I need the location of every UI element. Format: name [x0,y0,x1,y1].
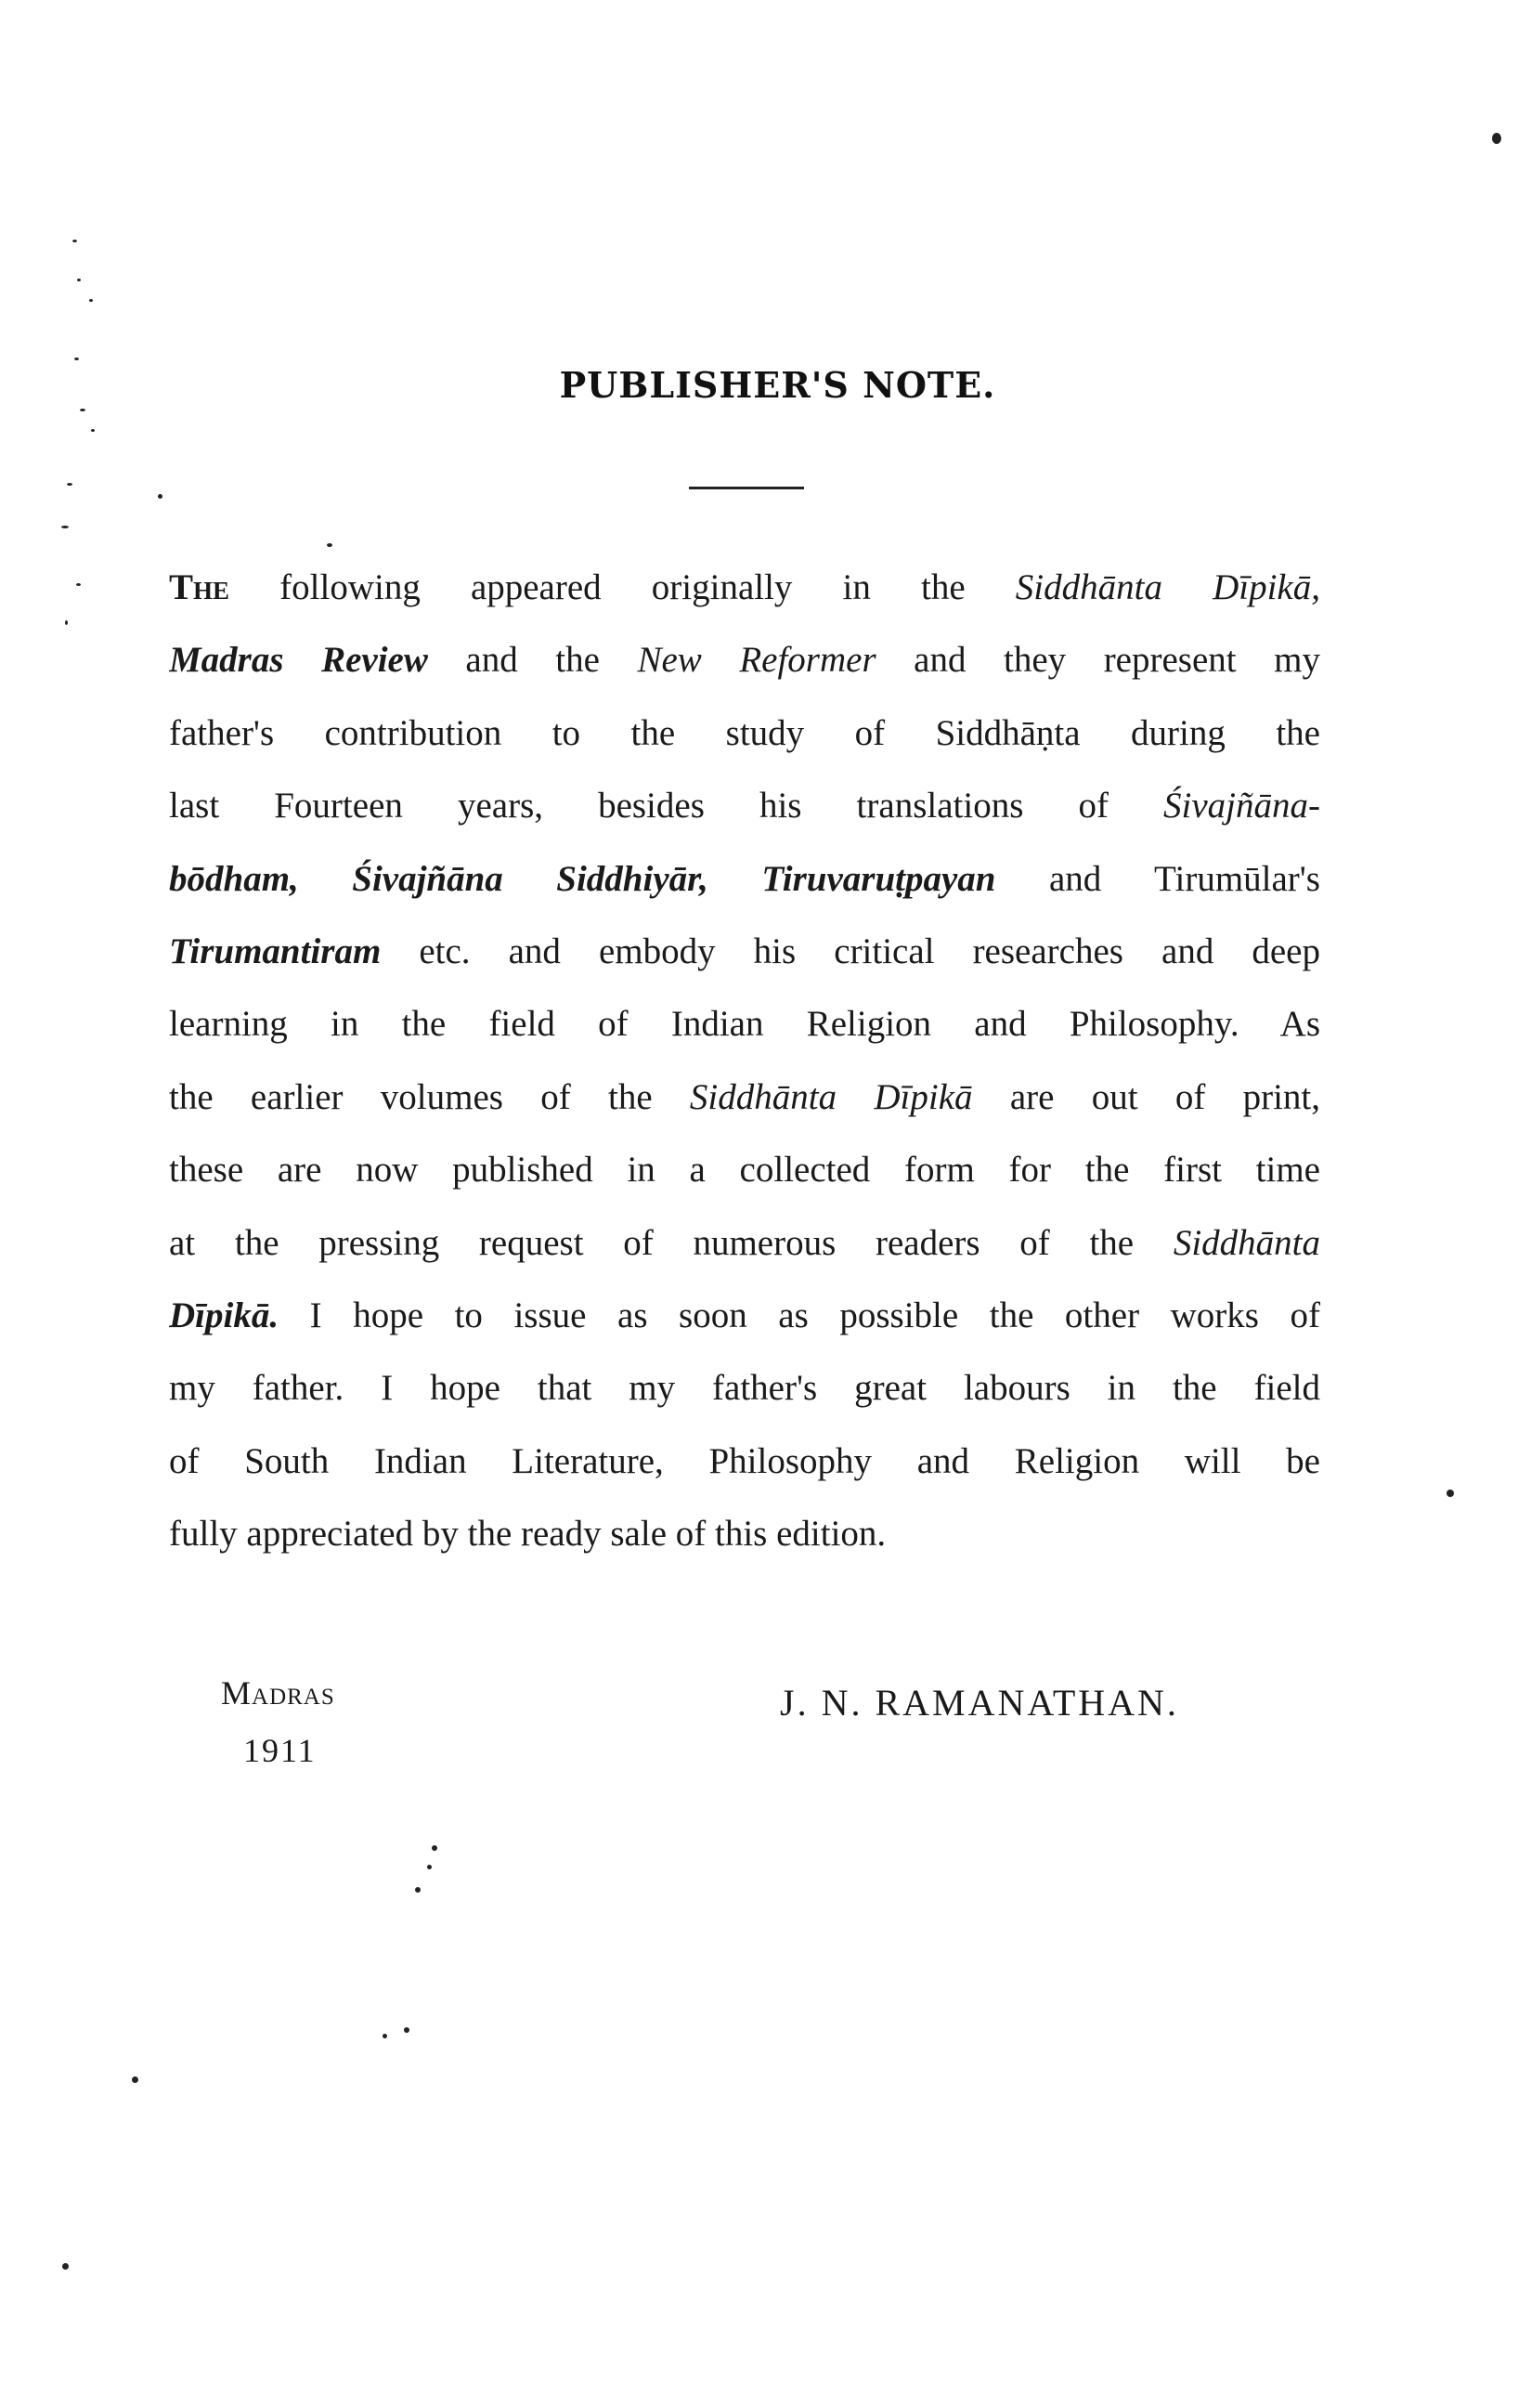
body-line-2 [169,624,1320,696]
italic-text: New Reformer [637,640,876,681]
italic-text: Siddhānta [1173,1222,1320,1263]
scan-speck [327,543,332,547]
drop-lead-word: The [169,567,230,607]
bold-italic-text: Dīpikā. [169,1295,279,1335]
title-divider [689,487,804,489]
line-text: learning in the field of Indian Religion and Philosophy. As [169,1004,1320,1045]
scan-speck [415,1887,421,1893]
scan-speck [404,2027,409,2033]
line-text: last Fourteen years, besides his translations of [169,786,1164,827]
scan-speck [432,1845,437,1851]
bold-italic-text: Tirumantiram [169,931,382,971]
body-line-3 [169,697,1320,770]
line-text: I hope to issue as soon as possible the other works of [279,1295,1320,1335]
body-line-8 [169,1061,1320,1134]
line-text: the earlier volumes of the [169,1076,690,1117]
line-text-tail: and Tirumūlar's [995,858,1320,899]
body-line-14 [169,1498,1320,1570]
bold-italic-text: bōdham, Śivajñāna Siddhiyār, Tiruvaruṭpayan [169,858,996,899]
bold-italic-text: Madras Review [169,640,428,681]
line-text: these are now published in a collected form for the first time [169,1150,1320,1191]
scan-speck [62,2263,69,2270]
scan-speck [67,483,72,486]
line-text: father's contribution to the study of Siddhāṇta during the [169,712,1320,753]
scan-speck [427,1865,432,1869]
scan-speck [61,526,69,528]
scan-speck [1447,1490,1454,1497]
body-line-1 [169,552,1320,624]
line-text: following appeared originally in the [229,567,1016,607]
line-text: my father. I hope that my father's great labours in the field [169,1368,1320,1409]
body-line-5 [169,843,1320,916]
scan-speck [74,358,79,360]
line-text: of South Indian Literature, Philosophy and Religion will be [169,1440,1320,1481]
body-line-6 [169,916,1320,988]
body-line-12 [169,1352,1320,1425]
italic-text: Śivajñāna- [1163,786,1320,827]
scan-speck [132,2076,138,2083]
line-text-tail: are out of print, [972,1076,1320,1117]
line-text: and the [427,640,638,681]
scan-speck [72,240,77,242]
scan-speck [91,429,95,432]
scan-speck [77,279,81,281]
body-line-10 [169,1207,1320,1280]
line-text: etc. and embody his critical researches and deep [381,931,1320,971]
scan-speck [65,620,68,625]
note-body [169,552,1320,1570]
signature: J. N. RAMANATHAN. [780,1682,1179,1724]
body-line-9 [169,1134,1320,1206]
italic-text: Siddhānta Dīpikā, [1015,567,1320,607]
body-line-13 [169,1425,1320,1498]
line-text: fully appreciated by the ready sale of this edition. [169,1514,887,1555]
scan-speck [89,299,93,302]
publication-year: 1911 [243,1732,317,1769]
body-line-7 [169,988,1320,1061]
scan-speck [383,2034,387,2038]
page-title: PUBLISHER'S NOTE. [559,364,996,406]
scan-speck [158,494,162,499]
scan-speck [1492,133,1501,144]
scan-speck [76,583,81,586]
body-line-4 [169,770,1320,842]
body-line-11 [169,1280,1320,1352]
scan-speck [80,409,85,411]
line-text-tail: and they represent my [876,640,1320,681]
italic-text: Siddhānta Dīpikā [689,1076,973,1117]
line-text: at the pressing request of numerous readers of the [169,1222,1174,1263]
place-of-publication: Madras [221,1674,335,1712]
